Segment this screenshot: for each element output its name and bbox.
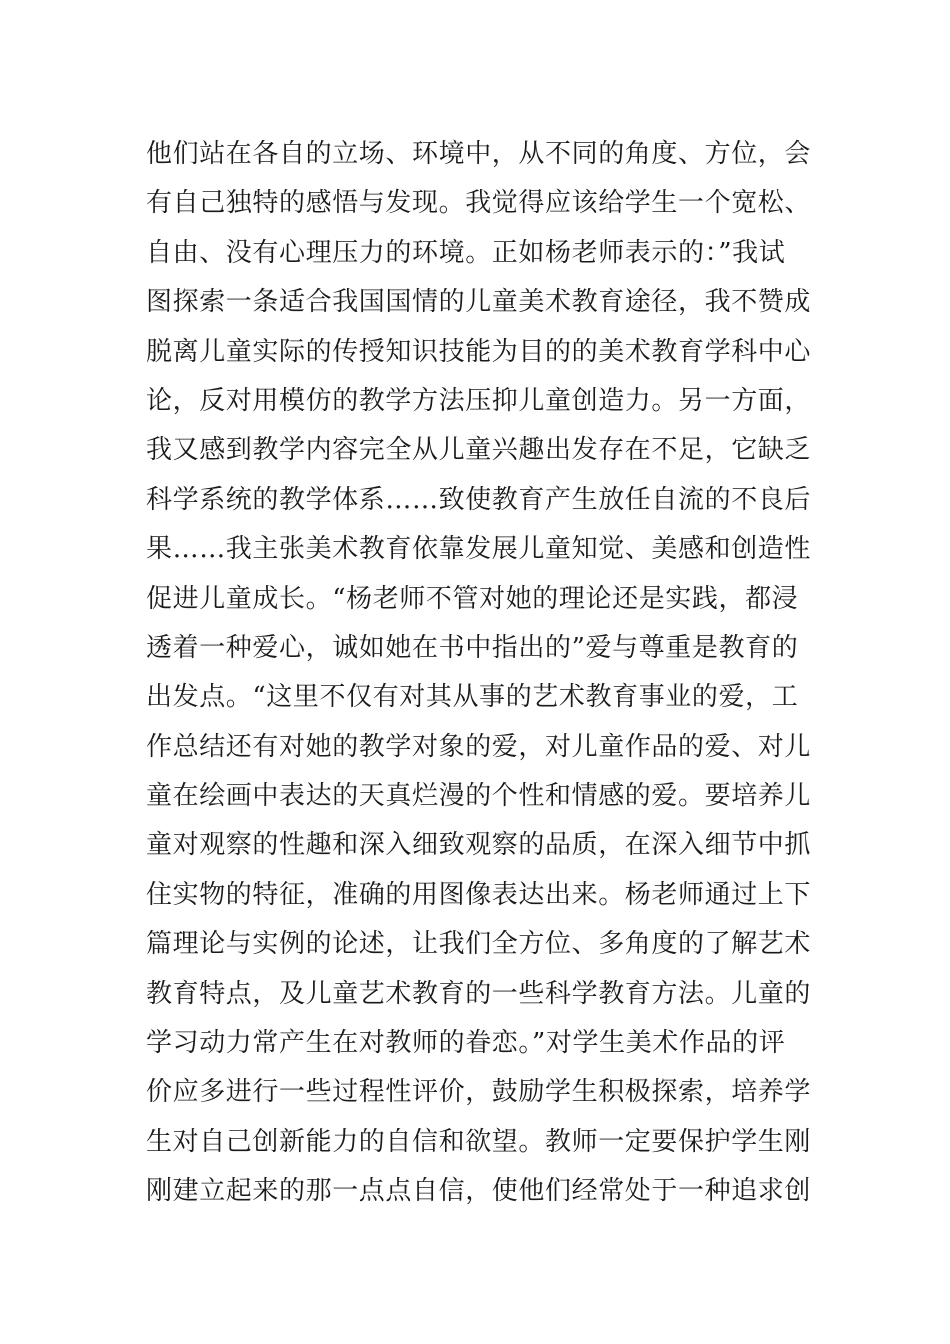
text-line: 篇理论与实例的论述，让我们全方位、多角度的了解艺术 bbox=[146, 929, 812, 960]
text-line: 脱离儿童实际的传授知识技能为目的的美术教育学科中心 bbox=[146, 336, 812, 367]
text-line: 童对观察的性趣和深入细致观察的品质，在深入细节中抓 bbox=[146, 830, 812, 861]
text-line: 作总结还有对她的教学对象的爱，对儿童作品的爱、对儿 bbox=[146, 731, 812, 762]
text-line: 价应多进行一些过程性评价，鼓励学生积极探索，培养学 bbox=[146, 1077, 812, 1108]
text-line: 生对自己创新能力的自信和欲望。教师一定要保护学生刚 bbox=[146, 1126, 812, 1157]
text-line: 学习动力常产生在对教师的眷恋。”对学生美术作品的评 bbox=[146, 1028, 786, 1059]
body-paragraph bbox=[146, 130, 816, 1217]
text-line: 科学系统的教学体系……致使教育产生放任自流的不良后 bbox=[146, 484, 812, 515]
text-line: 出发点。“这里不仅有对其从事的艺术教育事业的爱，工 bbox=[146, 682, 799, 713]
text-line: 我又感到教学内容完全从儿童兴趣出发存在不足，它缺乏 bbox=[146, 435, 812, 466]
text-line: 图探索一条适合我国国情的儿童美术教育途径，我不赞成 bbox=[146, 287, 812, 318]
text-line: 他们站在各自的立场、环境中，从不同的角度、方位，会 bbox=[146, 139, 812, 169]
text-line: 果……我主张美术教育依靠发展儿童知觉、美感和创造性 bbox=[146, 534, 812, 565]
text-line: 教育特点，及儿童艺术教育的一些科学教育方法。儿童的 bbox=[146, 978, 812, 1009]
text-line: 促进儿童成长。“杨老师不管对她的理论还是实践，都浸 bbox=[146, 583, 799, 614]
text-line: 童在绘画中表达的天真烂漫的个性和情感的爱。要培养儿 bbox=[146, 781, 812, 812]
text-line: 自由、没有心理压力的环境。正如杨老师表示的：”我试 bbox=[146, 237, 786, 268]
text-line: 论，反对用模仿的教学方法压抑儿童创造力。另一方面， bbox=[146, 385, 812, 416]
text-line: 刚建立起来的那一点点自信，使他们经常处于一种追求创 bbox=[146, 1176, 812, 1207]
text-line: 住实物的特征，准确的用图像表达出来。杨老师通过上下 bbox=[146, 879, 812, 910]
text-line: 透着一种爱心，诚如她在书中指出的”爱与尊重是教育的 bbox=[146, 632, 799, 663]
text-line: 有自己独特的感悟与发现。我觉得应该给学生一个宽松、 bbox=[146, 188, 812, 219]
